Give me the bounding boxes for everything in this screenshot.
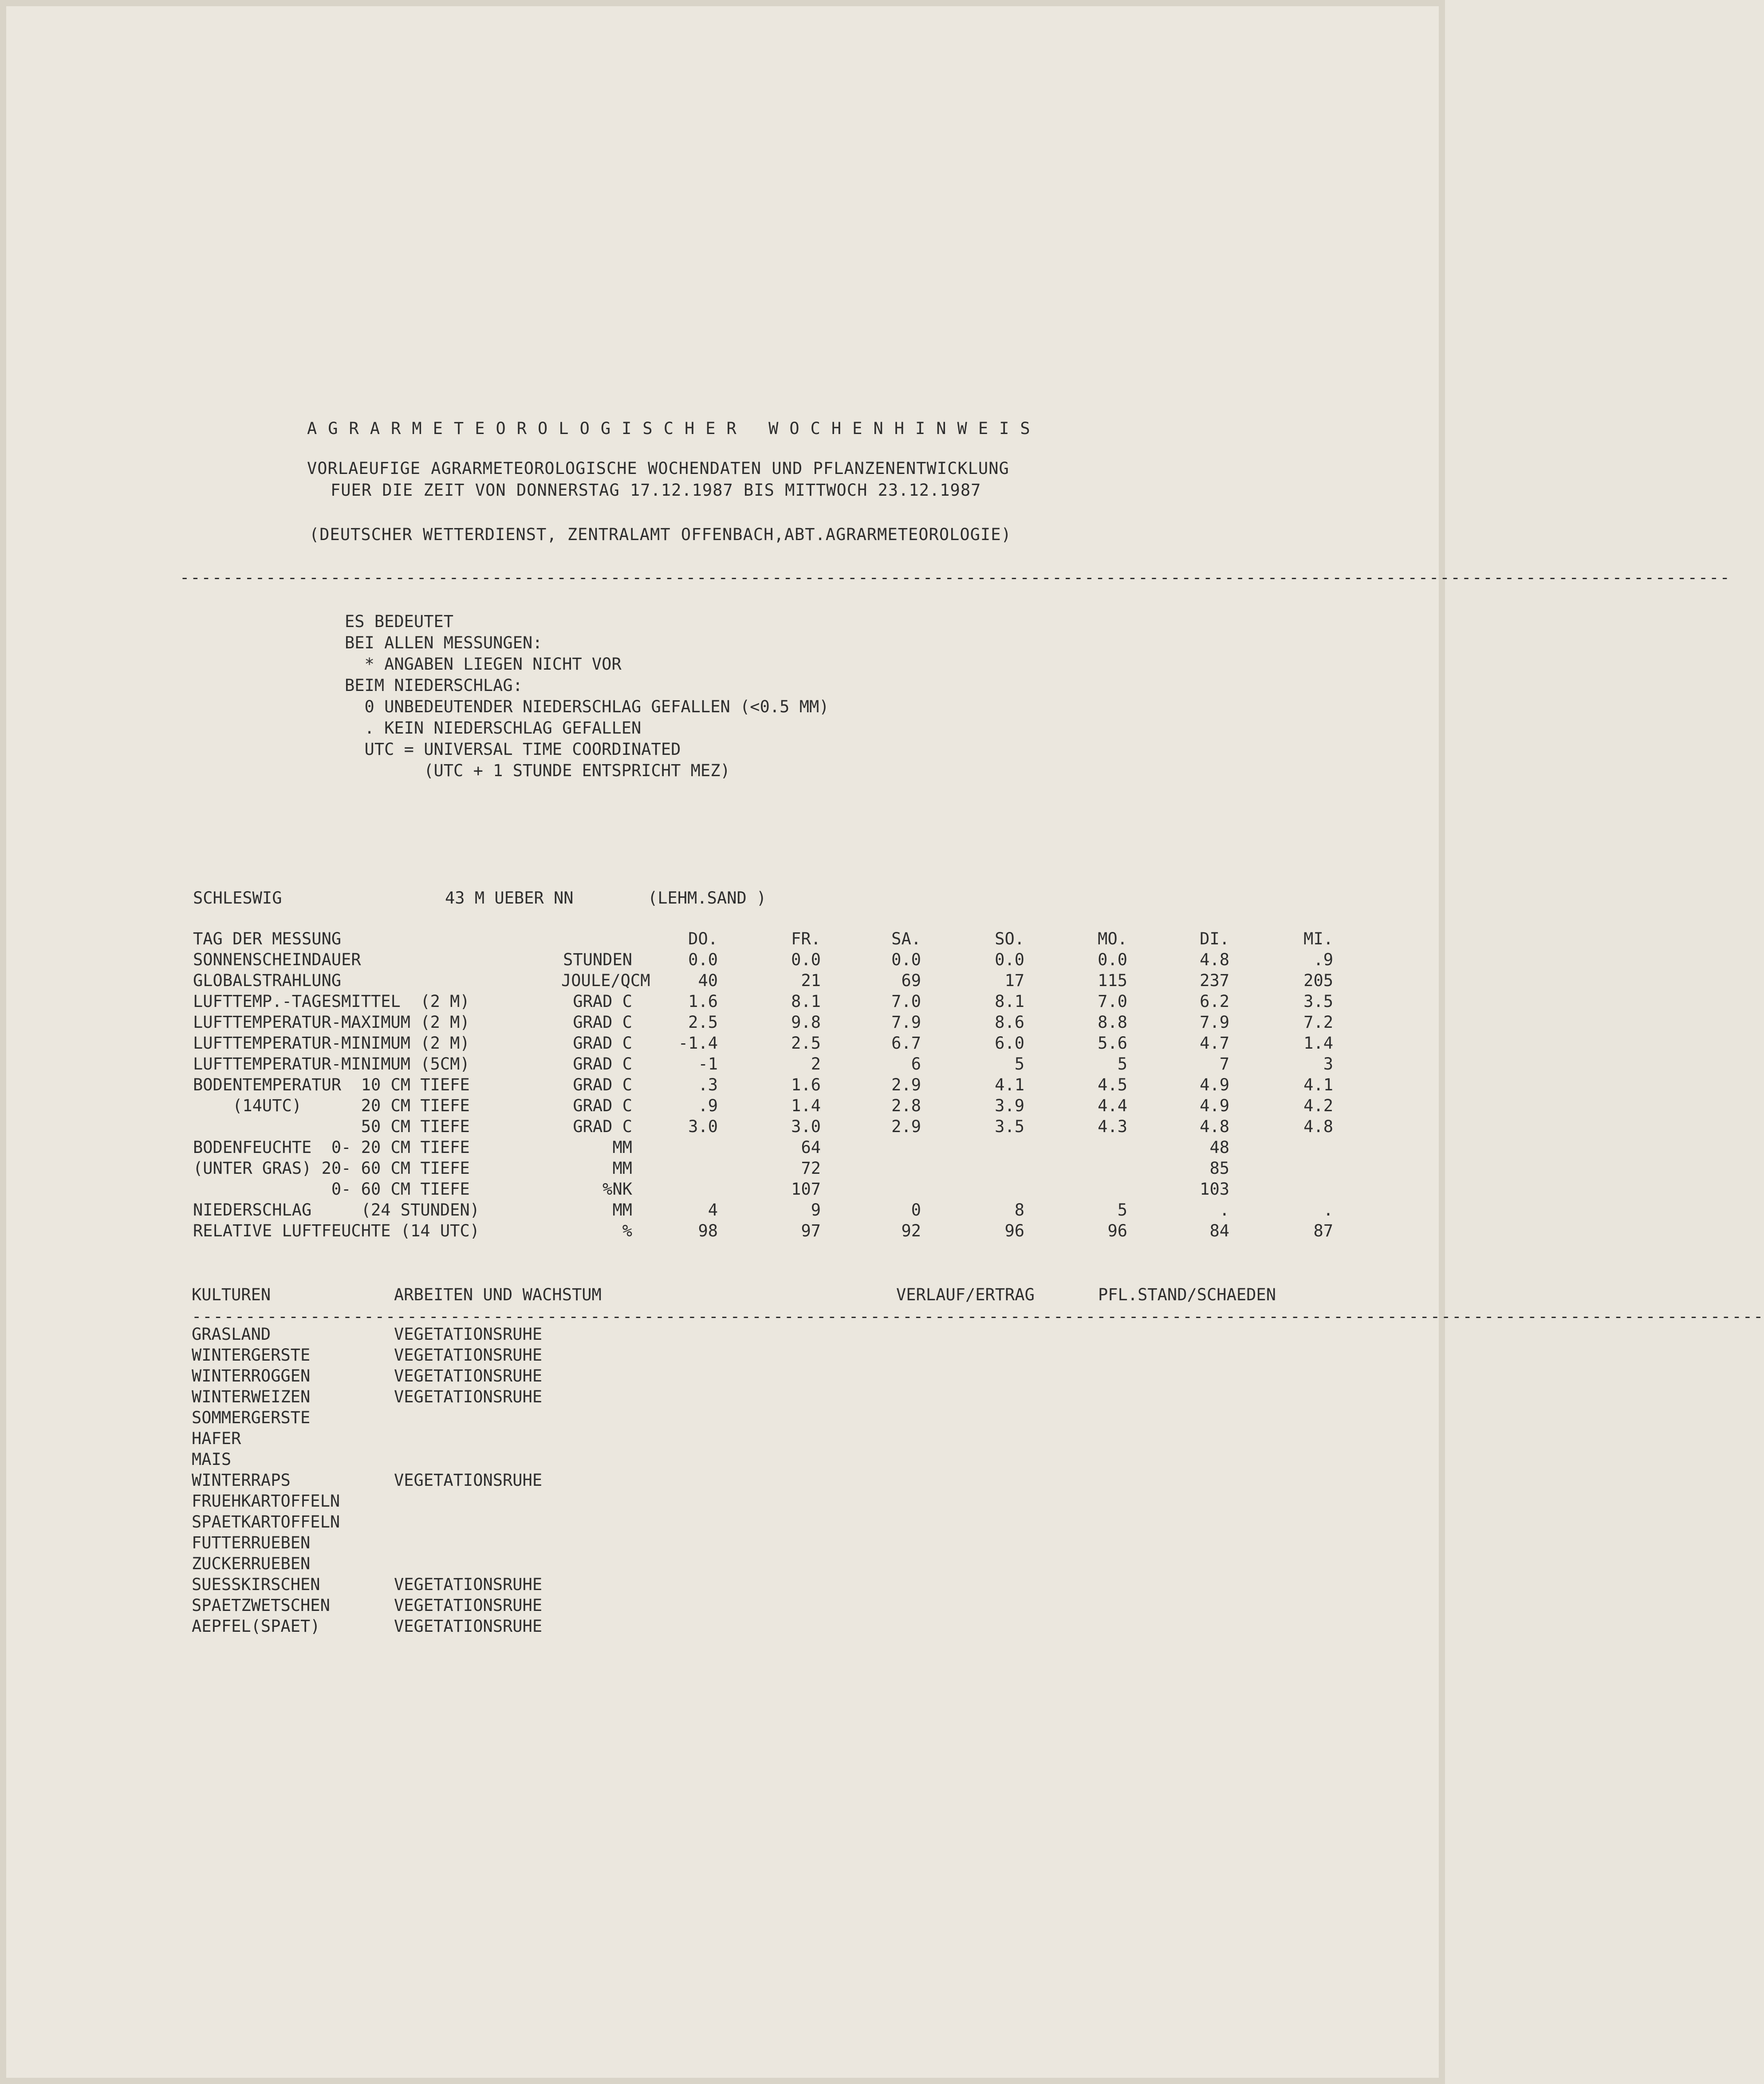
measurement-label: GLOBALSTRAHLUNG [193,971,342,990]
measurement-label: LUFTTEMP.-TAGESMITTEL (2 M) [193,992,470,1011]
measurement-value: 7 [1219,1054,1229,1074]
measurement-unit: GRAD C [573,1096,632,1115]
day-header: FR. [791,929,821,948]
measurement-value: 2.9 [891,1117,921,1136]
measurement-value: -1 [698,1054,718,1074]
crops-header-arbeiten: ARBEITEN UND WACHSTUM [394,1285,602,1304]
measurement-value: 2 [811,1054,821,1074]
station-soil: (LEHM.SAND ) [648,888,767,908]
measurement-value: 4.9 [1200,1075,1229,1094]
crop-name: FUTTERRUEBEN [192,1533,311,1552]
measurement-value: 92 [901,1221,921,1240]
legend-line: UTC = UNIVERSAL TIME COORDINATED [345,740,681,759]
day-header: SA. [891,929,921,948]
measurement-value: 98 [698,1221,718,1240]
measurement-value: 7.9 [1200,1013,1229,1032]
measurement-label: (14UTC) 20 CM TIEFE [193,1096,470,1115]
measurement-value: 87 [1313,1221,1333,1240]
measurement-value: 0.0 [791,950,821,969]
measurement-label: (UNTER GRAS) 20- 60 CM TIEFE [193,1159,470,1178]
crop-status: VEGETATIONSRUHE [394,1596,543,1615]
crop-name: WINTERROGGEN [192,1366,311,1385]
measurement-unit: GRAD C [573,1075,632,1094]
day-header: MI. [1303,929,1333,948]
measurement-value: 4.2 [1303,1096,1333,1115]
crop-name: AEPFEL(SPAET) [192,1617,320,1636]
measurement-unit: GRAD C [573,1013,632,1032]
measurement-value: 4.9 [1200,1096,1229,1115]
crop-status: VEGETATIONSRUHE [394,1325,543,1344]
day-header: SO. [995,929,1024,948]
measurement-value: 4.5 [1098,1075,1127,1094]
measurement-value: 40 [698,971,718,990]
measurement-value: 17 [1004,971,1024,990]
crop-name: ZUCKERRUEBEN [192,1554,311,1573]
crop-name: SPAETKARTOFFELN [192,1512,340,1531]
measurement-value: 3.0 [791,1117,821,1136]
measurement-value: 97 [801,1221,821,1240]
divider-top: ------------------------------------------------------------------------------------------------------------------------------------------------ [180,568,1731,587]
measurement-value: 1.6 [688,992,718,1011]
measurement-value: 8.1 [791,992,821,1011]
measurement-value: .9 [1313,950,1333,969]
measurement-label: LUFTTEMPERATUR-MINIMUM (5CM) [193,1054,470,1074]
crops-header-kulturen: KULTUREN [192,1285,271,1304]
measurement-value: 0.0 [688,950,718,969]
measurement-unit: % [622,1221,632,1240]
measurement-value: 0.0 [1098,950,1127,969]
measurement-value: 48 [1209,1138,1229,1157]
crop-name: SPAETZWETSCHEN [192,1596,330,1615]
measurement-value: .9 [698,1096,718,1115]
measurement-value: -1.4 [678,1034,718,1053]
measurement-value: 2.5 [688,1013,718,1032]
measurement-value: 85 [1209,1159,1229,1178]
measurement-value: 107 [791,1180,821,1199]
measurement-value: 3 [1323,1054,1333,1074]
measurement-value: 4.1 [995,1075,1024,1094]
measurement-value: 1.4 [1303,1034,1333,1053]
crop-status: VEGETATIONSRUHE [394,1617,543,1636]
report-source: (DEUTSCHER WETTERDIENST, ZENTRALAMT OFFENBACH,ABT.AGRARMETEOROLOGIE) [309,525,1012,544]
measurement-label: BODENFEUCHTE 0- 20 CM TIEFE [193,1138,470,1157]
crop-name: SOMMERGERSTE [192,1408,311,1427]
crop-status: VEGETATIONSRUHE [394,1575,543,1594]
measurement-value: 5 [1014,1054,1024,1074]
legend-line: * ANGABEN LIEGEN NICHT VOR [345,655,622,674]
measurement-value: 5 [1117,1200,1127,1220]
measurement-value: 0.0 [891,950,921,969]
measurement-unit: GRAD C [573,992,632,1011]
divider-crops: -------------------------------------------------------------------------------------------------------------------------------------------------- [192,1307,1764,1326]
measurement-value: 6.0 [995,1034,1024,1053]
measurement-value: 9.8 [791,1013,821,1032]
measurement-unit: %NK [602,1180,632,1199]
measurement-value: 205 [1303,971,1333,990]
measurement-value: 5.6 [1098,1034,1127,1053]
days-label: TAG DER MESSUNG [193,929,342,948]
legend-line: BEIM NIEDERSCHLAG: [345,676,523,695]
measurement-value: .3 [698,1075,718,1094]
measurement-label: RELATIVE LUFTFEUCHTE (14 UTC) [193,1221,480,1240]
measurement-value: 72 [801,1159,821,1178]
crop-name: HAFER [192,1429,241,1448]
measurement-value: 103 [1200,1180,1229,1199]
measurement-value: 115 [1098,971,1127,990]
measurement-value: 4.7 [1200,1034,1229,1053]
measurement-unit: GRAD C [573,1054,632,1074]
crop-status: VEGETATIONSRUHE [394,1387,543,1406]
measurement-value: 4.8 [1200,950,1229,969]
legend-line: . KEIN NIEDERSCHLAG GEFALLEN [345,718,642,738]
measurement-value: 96 [1004,1221,1024,1240]
measurement-label: LUFTTEMPERATUR-MAXIMUM (2 M) [193,1013,470,1032]
legend-line: (UTC + 1 STUNDE ENTSPRICHT MEZ) [345,761,730,780]
crops-header-stand: PFL.STAND/SCHAEDEN [1098,1285,1276,1304]
day-header: DI. [1200,929,1229,948]
measurement-label: NIEDERSCHLAG (24 STUNDEN) [193,1200,480,1220]
measurement-label: BODENTEMPERATUR 10 CM TIEFE [193,1075,470,1094]
station-name: SCHLESWIG [193,888,282,908]
day-header: DO. [688,929,718,948]
crop-name: MAIS [192,1450,232,1469]
measurement-value: 3.9 [995,1096,1024,1115]
measurement-value: 0.0 [995,950,1024,969]
measurement-value: . [1219,1200,1229,1220]
measurement-value: 6 [911,1054,921,1074]
measurement-value: 96 [1107,1221,1127,1240]
measurement-value: 84 [1209,1221,1229,1240]
measurement-value: 8.1 [995,992,1024,1011]
measurement-value: 3.5 [1303,992,1333,1011]
measurement-value: 0 [911,1200,921,1220]
crop-status: VEGETATIONSRUHE [394,1366,543,1385]
measurement-value: 1.4 [791,1096,821,1115]
day-header: MO. [1098,929,1127,948]
crop-name: GRASLAND [192,1325,271,1344]
measurement-value: 7.2 [1303,1013,1333,1032]
measurement-value: 2.8 [891,1096,921,1115]
measurement-unit: MM [612,1200,632,1220]
measurement-unit: GRAD C [573,1117,632,1136]
measurement-value: 8.8 [1098,1013,1127,1032]
legend-line: ES BEDEUTET [345,612,454,631]
report-title: AGRARMETEOROLOGISCHER WOCHENHINWEIS [307,419,1041,438]
measurement-value: 5 [1117,1054,1127,1074]
measurement-value: 7.0 [891,992,921,1011]
measurement-value: 21 [801,971,821,990]
measurement-value: 6.2 [1200,992,1229,1011]
measurement-value: 69 [901,971,921,990]
measurement-label: SONNENSCHEINDAUER [193,950,361,969]
measurement-unit: MM [612,1159,632,1178]
measurement-value: 237 [1200,971,1229,990]
measurement-label: LUFTTEMPERATUR-MINIMUM (2 M) [193,1034,470,1053]
measurement-value: 4 [708,1200,718,1220]
report-period: FUER DIE ZEIT VON DONNERSTAG 17.12.1987 BIS MITTWOCH 23.12.1987 [331,481,981,500]
crop-name: WINTERWEIZEN [192,1387,311,1406]
measurement-value: 7.9 [891,1013,921,1032]
measurement-unit: MM [612,1138,632,1157]
measurement-unit: STUNDEN [563,950,632,969]
crop-status: VEGETATIONSRUHE [394,1471,543,1490]
measurement-unit: GRAD C [573,1034,632,1053]
measurement-unit: JOULE/QCM [561,971,650,990]
measurement-value: 4.8 [1303,1117,1333,1136]
measurement-value: 4.8 [1200,1117,1229,1136]
crop-name: FRUEHKARTOFFELN [192,1492,340,1511]
measurement-value: . [1323,1200,1333,1220]
measurement-label: 0- 60 CM TIEFE [193,1180,470,1199]
measurement-value: 2.9 [891,1075,921,1094]
crop-status: VEGETATIONSRUHE [394,1346,543,1365]
legend-line: 0 UNBEDEUTENDER NIEDERSCHLAG GEFALLEN (<0.5 MM) [345,697,829,716]
crop-name: SUESSKIRSCHEN [192,1575,320,1594]
measurement-value: 3.0 [688,1117,718,1136]
report-subtitle: VORLAEUFIGE AGRARMETEOROLOGISCHE WOCHENDATEN UND PFLANZENENTWICKLUNG [307,459,1009,478]
crop-name: WINTERRAPS [192,1471,291,1490]
measurement-value: 9 [811,1200,821,1220]
crops-header-verlauf: VERLAUF/ERTRAG [896,1285,1035,1304]
measurement-value: 8.6 [995,1013,1024,1032]
measurement-value: 4.1 [1303,1075,1333,1094]
station-altitude: 43 M UEBER NN [445,888,574,908]
measurement-value: 2.5 [791,1034,821,1053]
measurement-value: 1.6 [791,1075,821,1094]
measurement-value: 4.4 [1098,1096,1127,1115]
measurement-value: 8 [1014,1200,1024,1220]
measurement-label: 50 CM TIEFE [193,1117,470,1136]
measurement-value: 4.3 [1098,1117,1127,1136]
measurement-value: 3.5 [995,1117,1024,1136]
measurement-value: 6.7 [891,1034,921,1053]
measurement-value: 7.0 [1098,992,1127,1011]
measurement-value: 64 [801,1138,821,1157]
legend-line: BEI ALLEN MESSUNGEN: [345,633,543,652]
crop-name: WINTERGERSTE [192,1346,311,1365]
